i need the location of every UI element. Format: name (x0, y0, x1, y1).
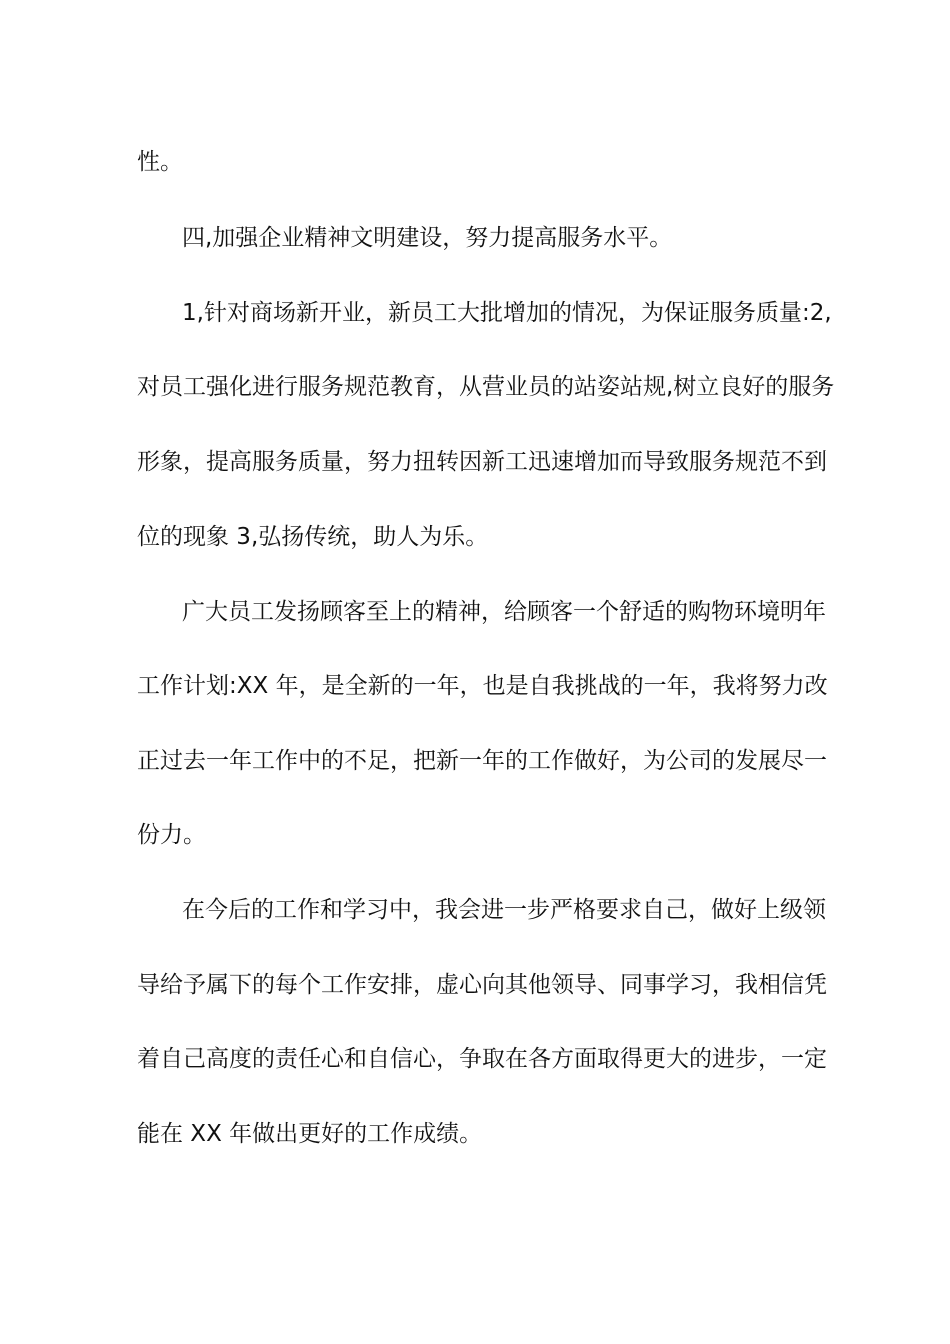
text-line: 位的现象 3,弘扬传统，助人为乐。 (137, 524, 489, 550)
text-line: 对员工强化进行服务规范教育，从营业员的站姿站规,树立良好的服务 (137, 374, 835, 400)
text-line: 能在 XX 年做出更好的工作成绩。 (137, 1121, 483, 1147)
text-line: 导给予属下的每个工作安排，虚心向其他领导、同事学习，我相信凭 (137, 972, 827, 998)
text-line: 份力。 (137, 822, 206, 848)
text-line: 广大员工发扬顾客至上的精神，给顾客一个舒适的购物环境明年 (182, 599, 826, 625)
text-line: 在今后的工作和学习中，我会进一步严格要求自己，做好上级领 (182, 897, 826, 923)
text-line: 着自己高度的责任心和自信心，争取在各方面取得更大的进步，一定 (137, 1046, 827, 1072)
text-line: 工作计划:XX 年，是全新的一年，也是自我挑战的一年，我将努力改 (137, 673, 828, 699)
text-line: 正过去一年工作中的不足，把新一年的工作做好，为公司的发展尽一 (137, 748, 827, 774)
text-line: 性。 (137, 149, 183, 175)
text-line: 1,针对商场新开业，新员工大批增加的情况，为保证服务质量:2, (182, 300, 832, 326)
section-heading: 四,加强企业精神文明建设，努力提高服务水平。 (182, 225, 673, 251)
text-line: 形象，提高服务质量，努力扭转因新工迅速增加而导致服务规范不到 (137, 449, 827, 475)
